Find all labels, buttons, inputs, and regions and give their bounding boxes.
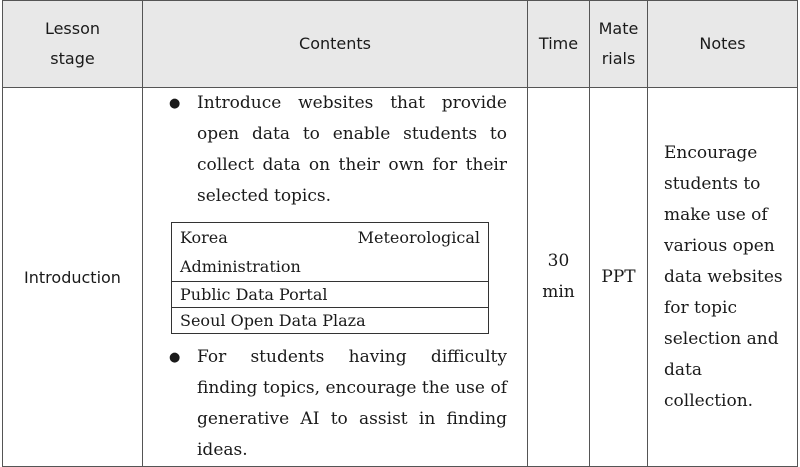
bullet-icon: ●	[169, 96, 181, 111]
websites-box	[171, 222, 489, 334]
stage-cell: Introduction	[3, 88, 143, 467]
materials-cell: PPT	[590, 88, 648, 467]
header-notes: Notes	[648, 1, 798, 88]
time-cell: 30 min	[528, 88, 590, 467]
header-row	[3, 1, 798, 88]
site-seoul-open-data-plaza: Seoul Open Data Plaza	[172, 308, 489, 334]
site-kma: Korea Meteorological Administration	[172, 223, 489, 282]
header-contents: Contents	[143, 1, 528, 88]
list-item	[169, 88, 507, 212]
contents-cell	[143, 88, 528, 467]
header-lesson-stage: Lesson stage	[3, 1, 143, 88]
bullet-text: For students having difficulty finding topics, encourage the use of generative AI to assist in finding ideas.	[197, 347, 507, 460]
introduction-row	[3, 88, 798, 467]
list-item	[169, 342, 507, 466]
bullet-icon: ●	[169, 350, 181, 365]
notes-cell: Encourage students to make use of various open data websites for topic selection and data collection.	[648, 88, 798, 467]
bullet-text: Introduce websites that provide open data to enable students to collect data on their own for their selected topics.	[197, 93, 507, 206]
site-public-data-portal: Public Data Portal	[172, 282, 489, 308]
header-time: Time	[528, 1, 590, 88]
header-materials: Materials	[590, 1, 648, 88]
lesson-plan-table	[2, 0, 798, 467]
